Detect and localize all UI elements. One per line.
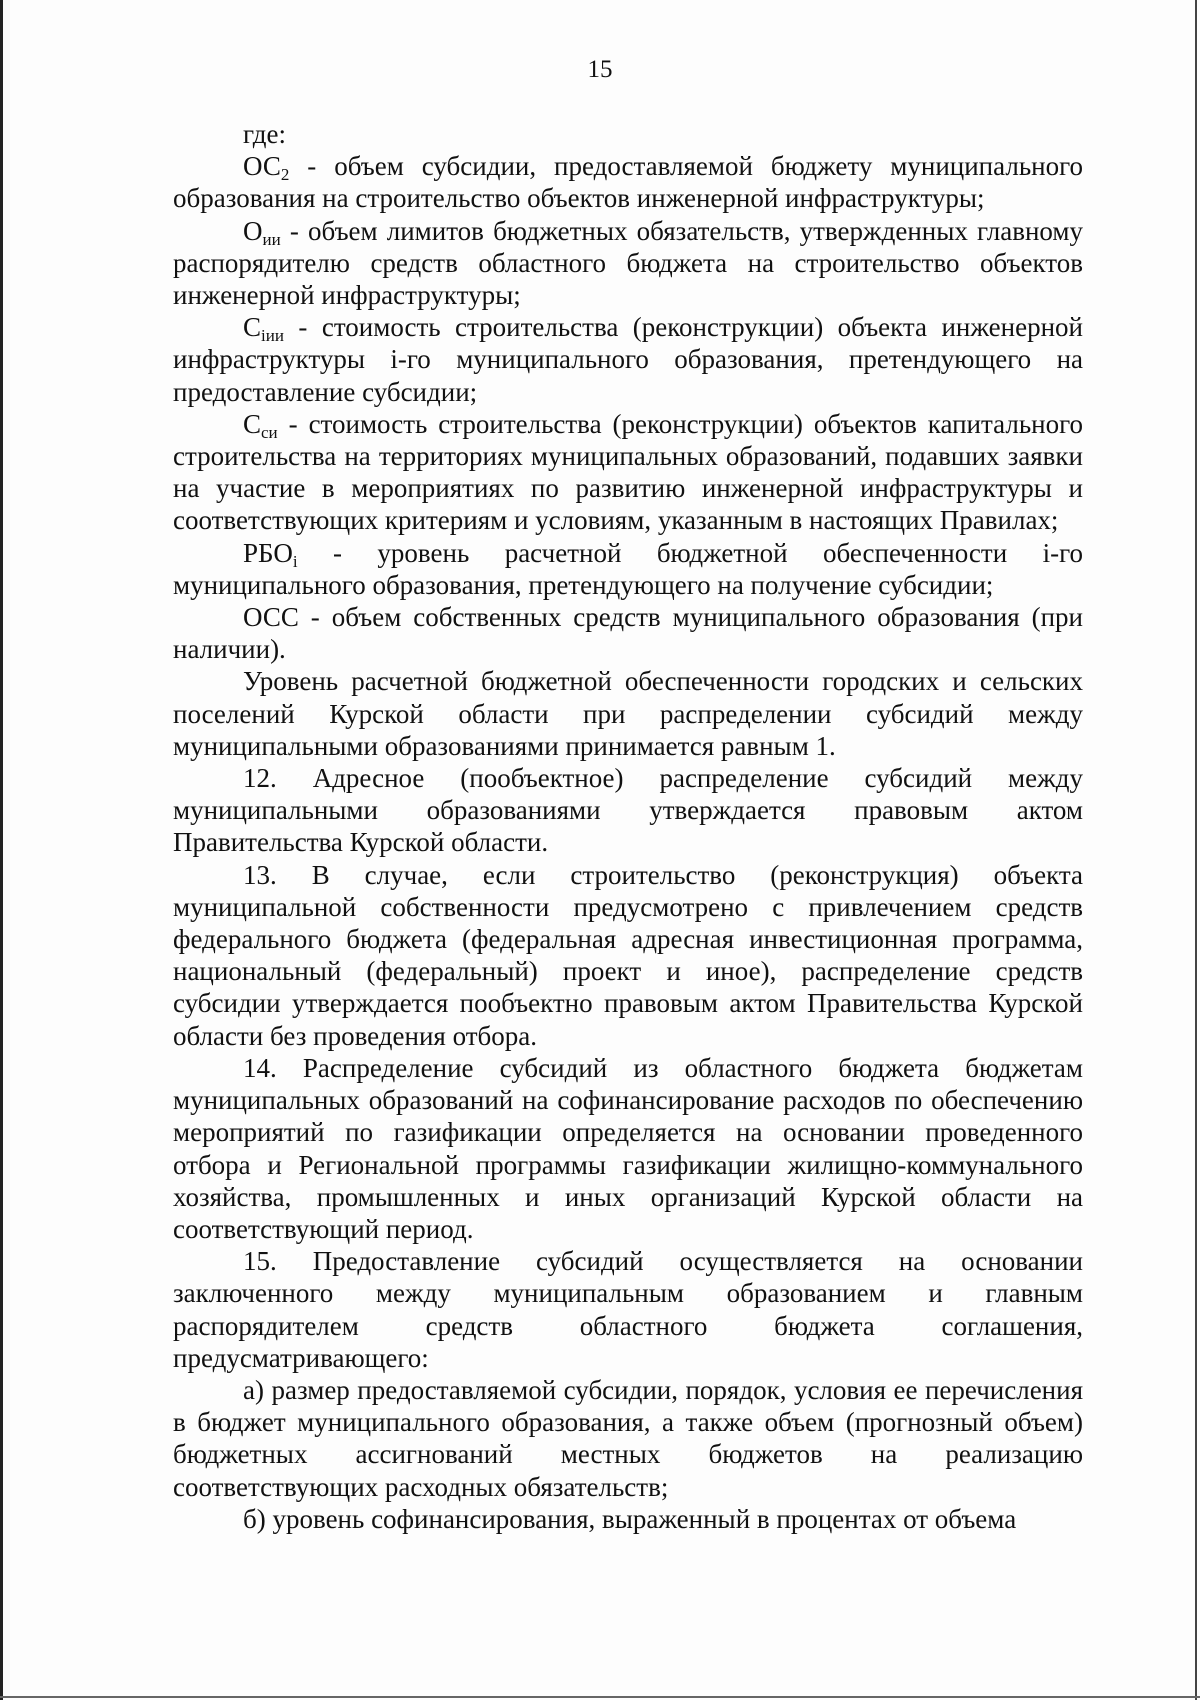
paragraph-cii-definition — [173, 311, 1083, 408]
document-body — [173, 118, 1083, 1535]
definition-text: - объем лимитов бюджетных обязательств, утвержденных главному распорядителю средств областного бюджета на строительство объектов инженерной инфраструктуры; — [173, 215, 1083, 311]
paragraph-item-13: 13. В случае, если строительство (реконструкция) объекта муниципальной собственности предусмотрено с привлечением средств федерального бюджета (федеральная адресная инвестиционная программа, национальный (федеральный) проект и иное), распределение средств субсидии утверждается пообъектно правовым актом Правительства Курской области без проведения отбора. — [173, 859, 1083, 1051]
paragraph-item-12: 12. Адресное (пообъектное) распределение субсидий между муниципальными образованиями утверждается правовым актом Правительства Курской области. — [173, 763, 1083, 858]
symbol-subscript: 2 — [280, 165, 290, 185]
symbol-subscript: си — [261, 422, 278, 442]
paragraph-rbo-definition — [173, 537, 1083, 601]
symbol: С — [243, 312, 262, 343]
symbol-subscript: ии — [262, 229, 281, 249]
definition-text: - стоимость строительства (реконструкции) объектов капитального строительства на территориях муниципальных образований, подавших заявки на участие в мероприятиях по развитию инженерной инфраструктуры и соответствующих критериям и условиям, указанным в настоящих Правилах; — [173, 408, 1083, 536]
paragraph-oii-definition — [173, 215, 1083, 312]
paragraph-budget-level: Уровень расчетной бюджетной обеспеченности городских и сельских поселений Курской области при распределении субсидий между муниципальными образованиями принимается равным 1. — [173, 666, 1083, 761]
scan-edge-right — [1195, 0, 1197, 1700]
symbol: РБО — [243, 537, 293, 568]
paragraph-csi-definition — [173, 408, 1083, 537]
scan-edge-bottom — [0, 1696, 1200, 1698]
symbol-subscript: i — [292, 551, 298, 571]
paragraph-oss-definition: ОСС - объем собственных средств муниципального образования (при наличии). — [173, 602, 1083, 665]
symbol: ОС — [243, 151, 281, 182]
symbol: С — [243, 408, 262, 439]
scan-edge-left — [0, 0, 3, 1700]
symbol-subscript: iии — [261, 326, 284, 346]
definition-text: - объем субсидии, предоставляемой бюджету муниципального образования на строительство объектов инженерной инфраструктуры; — [173, 151, 1083, 214]
page-number: 15 — [587, 56, 613, 83]
definition-text: - стоимость строительства (реконструкции) объекта инженерной инфраструктуры i-го муниципального образования, претендующего на предоставление субсидии; — [173, 312, 1083, 407]
paragraph-where: где: — [243, 119, 286, 149]
paragraph-os2-definition — [173, 150, 1083, 214]
paragraph-item-14: 14. Распределение субсидий из областного бюджета бюджетам муниципальных образований на софинансирование расходов по обеспечению мероприятий по газификации определяется на основании проведенного отбора и Региональной программы газификации жилищно-коммунального хозяйства, промышленных и иных организаций Курской области на соответствующий период. — [173, 1052, 1083, 1244]
paragraph-subitem-a: а) размер предоставляемой субсидии, порядок, условия ее перечисления в бюджет муниципального образования, а также объем (прогнозный объем) бюджетных ассигнований местных бюджетов на реализацию соответствующих расходных обязательств; — [173, 1374, 1083, 1502]
paragraph-subitem-b: б) уровень софинансирования, выраженный в процентах от объема — [243, 1503, 1017, 1534]
definition-text: - уровень расчетной бюджетной обеспеченности i-го муниципального образования, претендующего на получение субсидии; — [173, 537, 1083, 600]
symbol: О — [243, 215, 263, 246]
paragraph-item-15: 15. Предоставление субсидий осуществляется на основании заключенного между муниципальным образованием и главным распорядителем средств областного бюджета соглашения, предусматривающего: — [173, 1246, 1083, 1373]
